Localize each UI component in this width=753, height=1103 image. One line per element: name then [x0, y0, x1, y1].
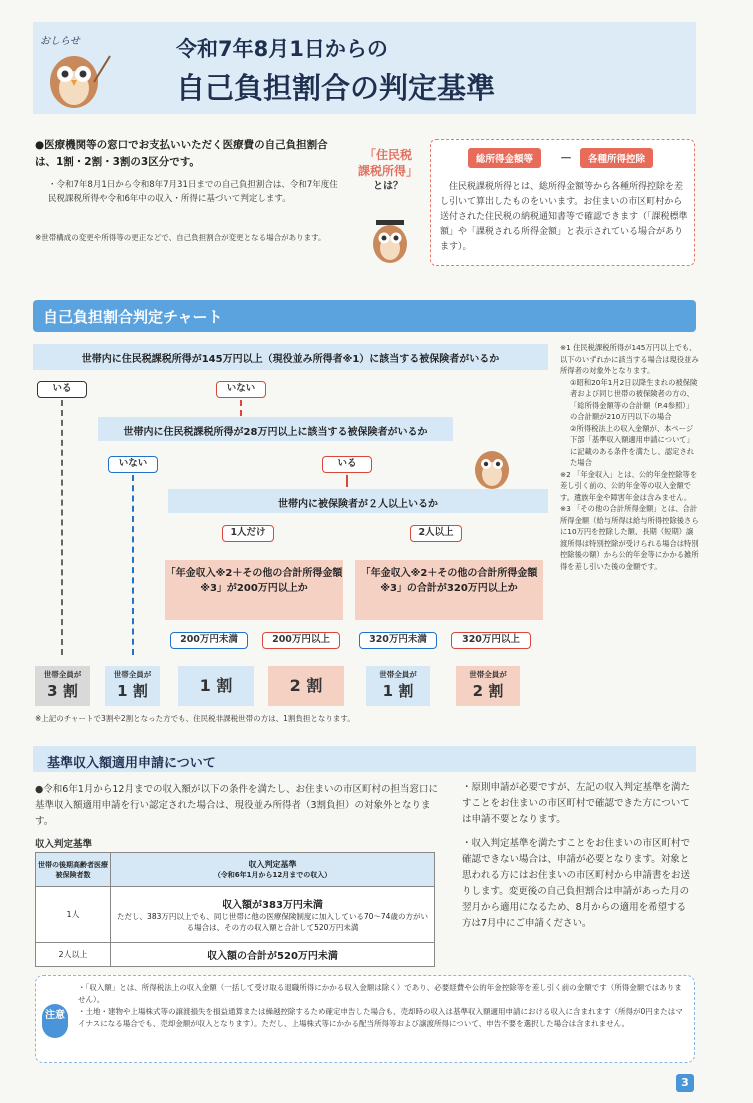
condition-200: 「年金収入※2＋その他の合計所得金額※3」が200万円以上か	[165, 560, 343, 620]
page-title-line2: 自己負担割合の判定基準	[176, 71, 496, 105]
intro-lead: ●医療機関等の窓口でお支払いいただく医療費の自己負担割合は、1割・2割・3割の3区分です。	[35, 139, 328, 168]
result-3-割: 世帯全員が 3 割	[35, 666, 90, 706]
row1-count: 1人	[36, 887, 111, 943]
result-1-割-c: 世帯全員が 1 割	[366, 666, 430, 706]
c1-high-tag: 200万円以上	[262, 632, 340, 649]
q2-yes-tag: いる	[322, 456, 372, 473]
owl-small-icon	[470, 444, 514, 490]
base-right-1: ・原則申請が必要ですが、左記の収入判定基準を満たすことをお住まいの市区町村で確認できた方については申請不要となります。	[462, 782, 691, 825]
base-lead: ●令和6年1月から12月までの収入額が以下の条件を満たし、お住まいの市区町村の担当窓口に基準収入額適用申請を行い認定された場合は、現役並み所得者（3割負担）の対象外となります。	[35, 784, 438, 827]
base-section-header: 基準収入額適用申請について	[33, 746, 696, 772]
minus-sign: －	[560, 151, 573, 165]
question-2: 世帯内に住民税課税所得が28万円以上に該当する被保険者がいるか	[98, 417, 453, 441]
result-2-割-b: 世帯全員が 2 割	[456, 666, 520, 706]
c2-high-tag: 320万円以上	[451, 632, 531, 649]
caution-badge: 注意	[42, 1004, 68, 1038]
result-2-割-a: 2 割	[268, 666, 344, 706]
row2-criteria: 収入額の合計が520万円未満	[111, 943, 435, 967]
arrow-q2-yes	[346, 475, 348, 487]
q3-one-tag: 1人だけ	[222, 525, 274, 542]
pill-total-income: 総所得金額等	[468, 148, 541, 168]
base-right-2: ・収入判定基準を満たすことをお住まいの市区町村で確認できない場合は、申請が必要となります。対象と思われる方にはお住まいの市区町村から申請書をお送りします。変更後の自己負担割合は申請があった月の翌月から適用になるため、8月からの適用を希望する方は7月中にご申請ください。	[462, 838, 691, 929]
question-1: 世帯内に住民税課税所得が145万円以上（現役並み所得者※1）に該当する被保険者がいるか	[33, 344, 548, 370]
c2-low-tag: 320万円未満	[359, 632, 437, 649]
notice-label: おしらせ	[40, 36, 80, 47]
page-title-line1: 令和7年8月1日からの	[176, 37, 388, 61]
th-criteria: 収入判定基準 （令和6年1月から12月までの収入）	[111, 853, 435, 887]
arrow-q1-yes	[61, 400, 63, 655]
q1-no-tag: いない	[216, 381, 266, 398]
owl-teacher-icon	[42, 42, 112, 110]
jumin-text: 住民税課税所得とは、総所得金額等から各種所得控除を差し引いて算出したものをいいます。お住まいの市区町村から送付された住民税の納税通知書等で確認できます（「課税標準額」や「課税される所得金額」と表示されている場合があります）。	[440, 182, 688, 252]
arrow-q1-no	[240, 400, 242, 416]
question-3: 世帯内に被保険者が２人以上いるか	[168, 489, 548, 513]
chart-notes: ※1 住民税課税所得が145万円以上でも、以下のいずれかに該当する場合は現役並み所得者の対象外となります。 ①昭和20年1月2日以降生まれの被保険者および同じ世帯の被保険者の方の、「総所得金額等の合計額（P.4参照）」の合計額が210万円以下の場合 ②所得税法上の収入金額が、本ページ下部「基準収入額適用申請について」に記載のある条件を満たし、認定された場合 ※2 「年金収入」とは、公的年金控除等を差し引く前の、公的年金等の収入金額です。遺族年金や障害年金は含みません。 ※3 「その他の合計所得金額」とは、合計所得金額（給与所得は給与所得控除後さらに10万円を控除した額、長期（短期）譲渡所得は特別控除が受けられる場合は特別控除後の額）から公的年金等にかかる雑所得を差し引いた後の金額です。	[560, 343, 699, 571]
q2-no-tag: いない	[108, 456, 158, 473]
intro-detail: ・令和7年8月1日から令和8年7月31日までの自己負担割合は、令和7年度住民税課税所得や令和6年中の収入・所得に基づいて判定します。	[48, 180, 338, 204]
q1-yes-tag: いる	[37, 381, 87, 398]
row1-criteria: 収入額が383万円未満 ただし、383万円以上でも、同じ世帯に他の医療保険制度に加入している70～74歳の方がいる場合は、その方の収入額と合計して520万円未満	[111, 887, 435, 943]
result-1-割-a: 世帯全員が 1 割	[105, 666, 160, 706]
row2-count: 2人以上	[36, 943, 111, 967]
th-insured-count: 世帯の後期高齢者医療被保険者数	[36, 853, 111, 887]
jumin-label: 「住民税 課税所得」 とは？	[357, 148, 418, 192]
c1-low-tag: 200万円未満	[170, 632, 248, 649]
owl-graduate-icon	[366, 214, 414, 264]
table-title: 収入判定基準	[35, 839, 93, 850]
condition-320: 「年金収入※2＋その他の合計所得金額※3」の合計が320万円以上か	[355, 560, 543, 620]
intro-footnote: ※世帯構成の変更や所得等の更正などで、自己負担割合が変更となる場合があります。	[35, 233, 326, 242]
caution-text: ・「収入額」とは、所得税法上の収入金額（一括して受け取る退職所得にかかる収入金額は除く）であり、必要経費や公的年金控除等を差し引く前の金額です（所得金額ではありません）。 ・土地・建物や上場株式等の譲渡損失を損益通算または繰越控除するため確定申告した場合も、売却時の収入は基準収入額適用申請における収入に含まれます（所得が0円またはマイナスになる場合でも、売却金額が収入となります）。ただし、上場株式等にかかる配当所得等および譲渡所得について、申告不要を選択した場合は含まれません。	[78, 983, 683, 1028]
income-criteria-table	[35, 852, 435, 967]
result-1-割-b: 1 割	[178, 666, 254, 706]
pill-deductions: 各種所得控除	[580, 148, 653, 168]
page-number: 3	[676, 1074, 694, 1092]
arrow-q2-no	[132, 475, 134, 655]
chart-footnote: ※上記のチャートで3割や2割となった方でも、住民税非課税世帯の方は、1割負担となります。	[35, 714, 355, 723]
chart-section-header: 自己負担割合判定チャート	[33, 300, 696, 332]
q3-two-tag: 2人以上	[410, 525, 462, 542]
